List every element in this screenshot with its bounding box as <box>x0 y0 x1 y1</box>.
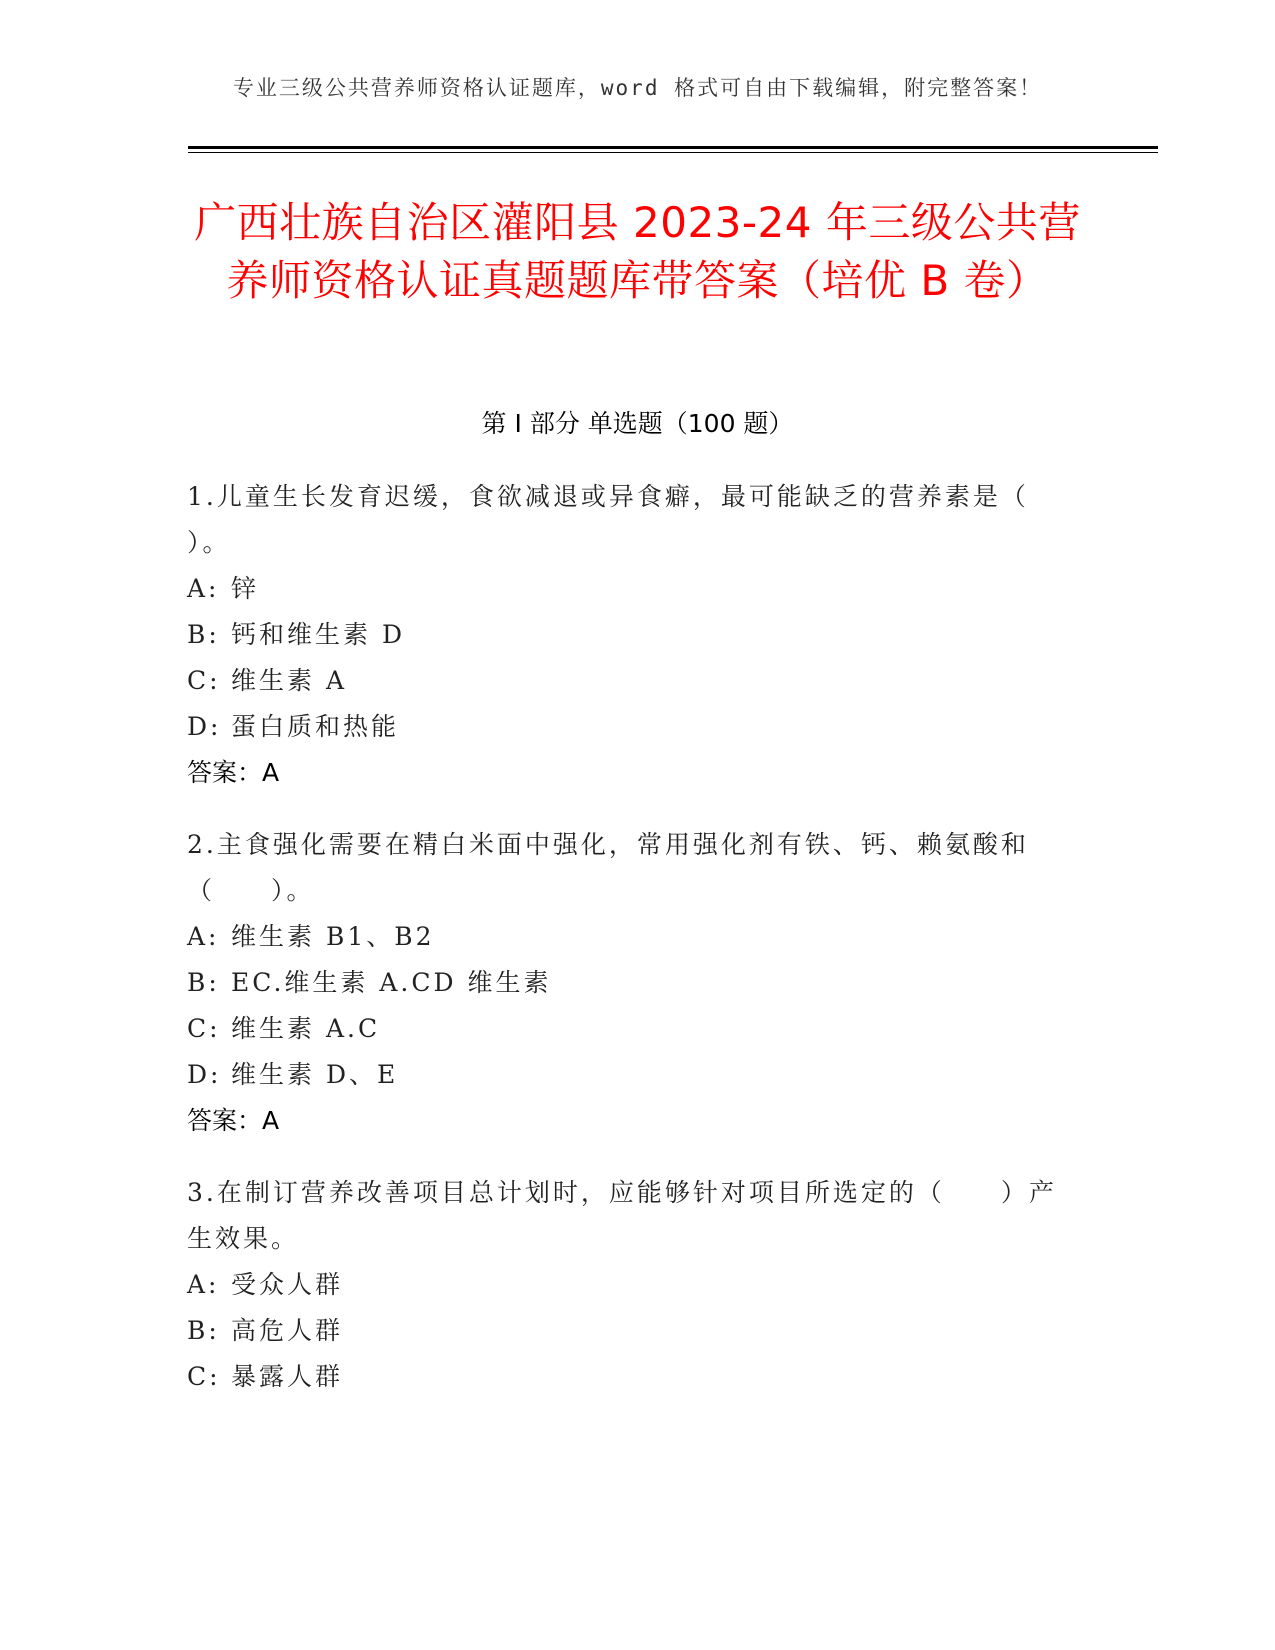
option-c <box>187 658 1067 704</box>
option-b <box>187 960 1067 1006</box>
question-stem: 3.在制订营养改善项目总计划时，应能够针对项目所选定的（ ）产生效果。 <box>187 1178 1057 1253</box>
option-a <box>187 914 1067 960</box>
option-c <box>187 1354 1067 1400</box>
option-a <box>187 566 1067 612</box>
option-d <box>187 704 1067 750</box>
option-text: EC.维生素 A.CD 维生素 <box>231 968 552 997</box>
option-text: 锌 <box>231 574 260 603</box>
section-title: 第 I 部分 单选题（100 题） <box>481 409 794 438</box>
option-text: 维生素 D、E <box>231 1060 399 1089</box>
option-text: 受众人群 <box>231 1270 344 1299</box>
option-text: 维生素 A.C <box>231 1014 381 1043</box>
option-b <box>187 1308 1067 1354</box>
option-letter: D: <box>187 712 222 741</box>
option-text: 高危人群 <box>231 1316 344 1345</box>
question-stem: 1.儿童生长发育迟缓，食欲减退或异食癖，最可能缺乏的营养素是（ ）。 <box>187 482 1029 557</box>
question-1 <box>187 474 1067 796</box>
option-letter: D: <box>187 1060 222 1089</box>
header-note: 专业三级公共营养师资格认证题库，word 格式可自由下载编辑，附完整答案！ <box>232 76 1043 100</box>
option-letter: C: <box>187 1014 221 1043</box>
option-text: 暴露人群 <box>231 1362 344 1391</box>
option-letter: B: <box>187 620 220 649</box>
answer-line: 答案：A <box>187 1106 280 1135</box>
option-letter: A: <box>187 922 220 951</box>
question-2 <box>187 822 1067 1144</box>
answer-line: 答案：A <box>187 758 280 787</box>
option-text: 蛋白质和热能 <box>231 712 400 741</box>
option-a <box>187 1262 1067 1308</box>
option-text: 维生素 B1、B2 <box>231 922 435 951</box>
option-letter: C: <box>187 666 221 695</box>
option-letter: B: <box>187 1316 220 1345</box>
option-letter: A: <box>187 1270 220 1299</box>
document-title: 广西壮族自治区灌阳县 2023-24 年三级公共营养师资格认证真题题库带答案（培优 B 卷） <box>194 198 1081 305</box>
option-c <box>187 1006 1067 1052</box>
option-d <box>187 1052 1067 1098</box>
option-letter: C: <box>187 1362 221 1391</box>
question-3 <box>187 1170 1067 1400</box>
option-letter: A: <box>187 574 220 603</box>
question-stem: 2.主食强化需要在精白米面中强化，常用强化剂有铁、钙、赖氨酸和（ ）。 <box>187 830 1029 905</box>
option-text: 维生素 A <box>231 666 348 695</box>
header-rule-thick <box>188 146 1158 149</box>
header-rule-thin <box>188 152 1158 153</box>
option-text: 钙和维生素 D <box>231 620 405 649</box>
option-letter: B: <box>187 968 220 997</box>
option-b <box>187 612 1067 658</box>
